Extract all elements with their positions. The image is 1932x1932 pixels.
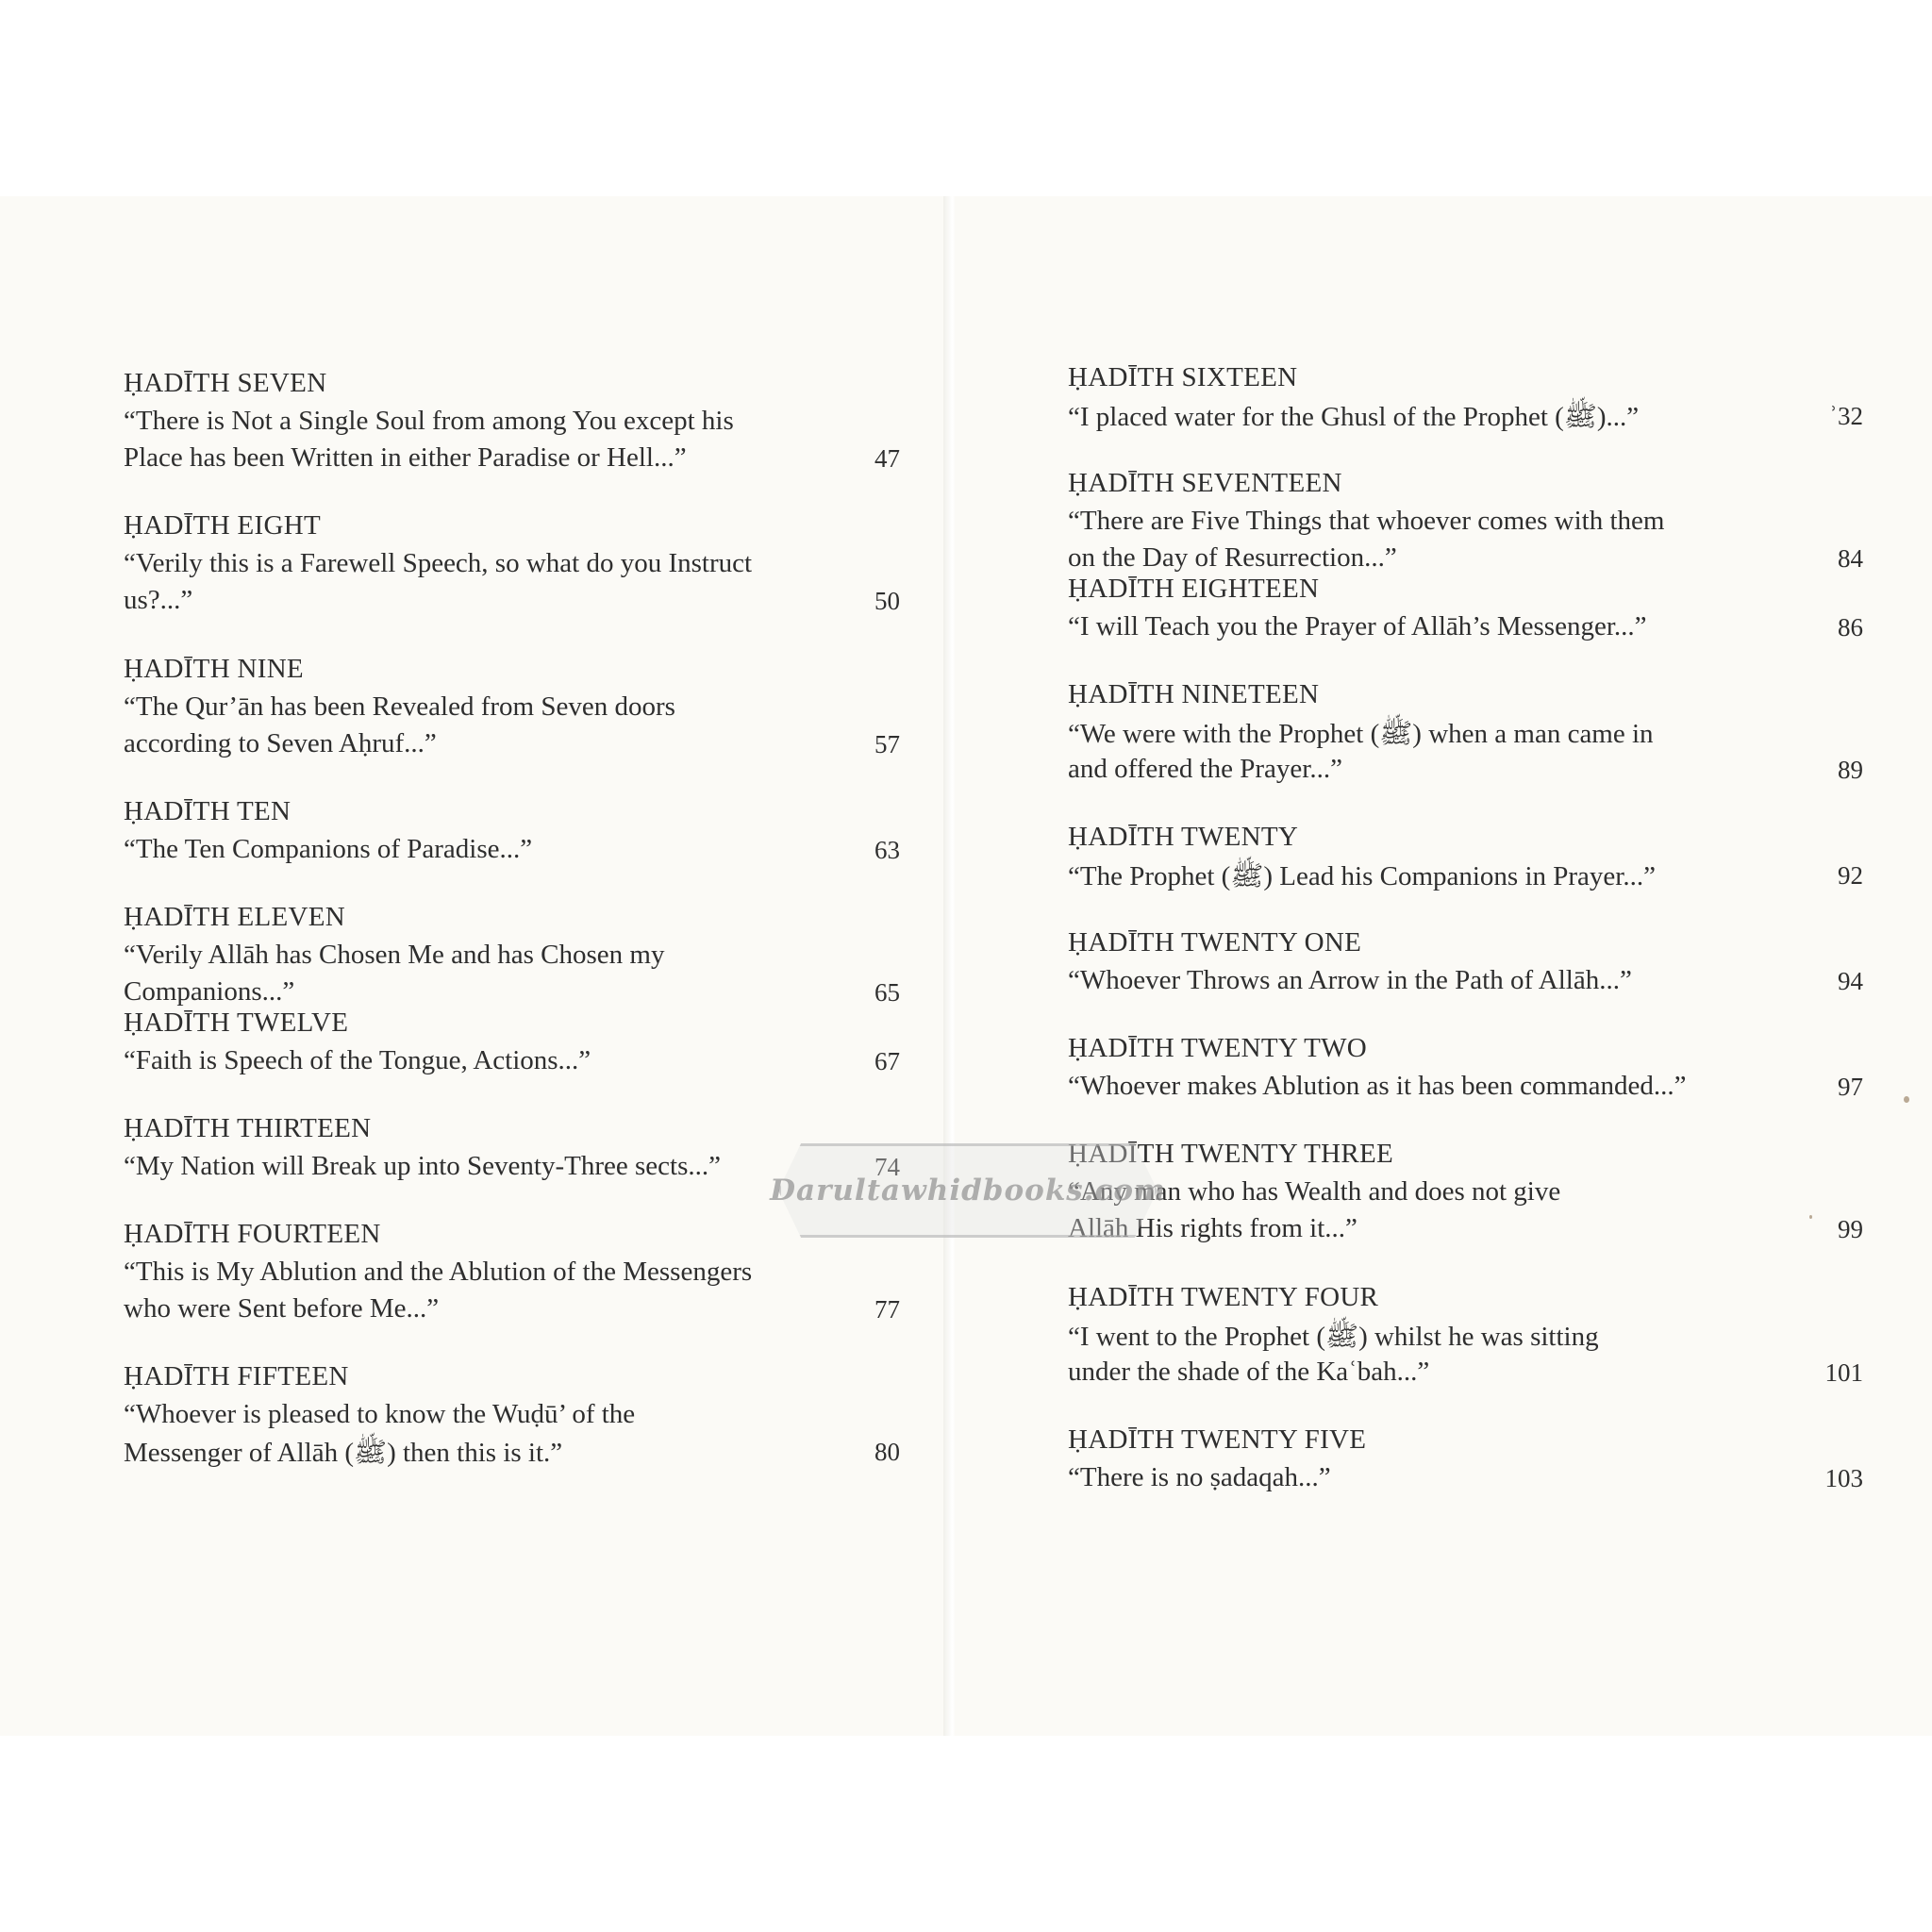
toc-entry-page-number: 67 (874, 1047, 900, 1075)
toc-entry-heading: ḤADĪTH EIGHT (124, 510, 321, 541)
toc-entry-page-number: 63 (874, 836, 900, 864)
toc-entry-heading: ḤADĪTH TWENTY TWO (1068, 1033, 1368, 1063)
toc-entry-page-number: 94 (1838, 967, 1863, 995)
toc-entry-title-line: “There is Not a Single Soul from among You except his (124, 406, 734, 436)
toc-entry-title-line: according to Seven Aḥruf...” (124, 728, 437, 758)
toc-entry-heading: ḤADĪTH ELEVEN (124, 902, 346, 932)
watermark (770, 1143, 1166, 1238)
toc-entry-page-number: 77 (874, 1295, 900, 1324)
toc-entry-title-line: “Whoever is pleased to know the Wuḍū’ of the (124, 1399, 636, 1429)
toc-entry-heading: ḤADĪTH TWENTY THREE (1068, 1139, 1394, 1169)
toc-entry-title-line: “Verily this is a Farewell Speech, so what do you Instruct (124, 548, 753, 578)
toc-entry-title-line: “Whoever Throws an Arrow in the Path of Allāh...” (1068, 965, 1632, 995)
right-page (955, 196, 1932, 1736)
toc-entry-page-number: 101 (1824, 1358, 1863, 1387)
toc-entry-page-number: 84 (1838, 544, 1863, 573)
watermark-text: Darultawhidbooks.com (770, 1174, 1166, 1208)
toc-entry-heading: ḤADĪTH TWENTY FIVE (1068, 1424, 1367, 1455)
toc-entry-title-line: under the shade of the Kaʿbah...” (1068, 1357, 1430, 1387)
toc-entry-page-number: 80 (874, 1438, 900, 1466)
toc-entry-title-line: Companions...” (124, 976, 295, 1007)
toc-entry-title-line: who were Sent before Me...” (124, 1293, 440, 1324)
toc-entry-title-line: Place has been Written in either Paradise or Hell...” (124, 442, 687, 473)
toc-entry-page-number: 92 (1838, 861, 1863, 890)
toc-entry-title-line: “Faith is Speech of the Tongue, Actions...” (124, 1045, 591, 1075)
toc-entry-heading: ḤADĪTH TEN (124, 796, 291, 826)
toc-entry-page-number: 65 (874, 978, 900, 1007)
toc-entry-title-line: “My Nation will Break up into Seventy-Three sects...” (124, 1151, 722, 1181)
right-toc (955, 196, 1932, 1736)
toc-entry-page-number: 89 (1838, 756, 1863, 784)
toc-entry-title-line: “Any man who has Wealth and does not give (1068, 1176, 1561, 1207)
toc-entry-title-line: “I placed water for the Ghusl of the Prophet (ﷺ)...” (1068, 402, 1640, 432)
toc-entry-page-number: 50 (874, 587, 900, 615)
toc-entry-title-line: us?...” (124, 585, 193, 615)
toc-entry-page-number: 99 (1838, 1215, 1863, 1243)
toc-entry-title-line: “We were with the Prophet (ﷺ) when a man came in (1068, 719, 1654, 749)
paper-speck (1904, 1096, 1909, 1103)
toc-entry-heading: ḤADĪTH SEVEN (124, 368, 327, 398)
toc-entry-heading: ḤADĪTH FIFTEEN (124, 1361, 349, 1391)
toc-entry-title-line: on the Day of Resurrection...” (1068, 542, 1397, 573)
toc-entry-page-number: 57 (874, 730, 900, 758)
toc-entry-title-line: “The Ten Companions of Paradise...” (124, 834, 533, 864)
toc-entry-page-number: 103 (1824, 1464, 1863, 1492)
toc-entry-page-number: 74 (874, 1153, 900, 1181)
toc-entry-heading: ḤADĪTH NINETEEN (1068, 679, 1320, 709)
toc-entry-title-line: “There is no ṣadaqah...” (1068, 1462, 1331, 1492)
toc-entry-page-number: 86 (1838, 613, 1863, 641)
toc-entry-title-line: “There are Five Things that whoever comes with them (1068, 506, 1665, 536)
toc-entry-heading: ḤADĪTH SIXTEEN (1068, 362, 1298, 392)
toc-entry-title-line: “This is My Ablution and the Ablution of the Messengers (124, 1257, 753, 1287)
toc-entry-heading: ḤADĪTH THIRTEEN (124, 1113, 372, 1143)
toc-entry-heading: ḤADĪTH NINE (124, 654, 304, 684)
toc-entry-heading: ḤADĪTH TWENTY (1068, 822, 1299, 852)
toc-entry-title-line: Messenger of Allāh (ﷺ) then this is it.” (124, 1438, 563, 1468)
toc-entry-heading: ḤADĪTH FOURTEEN (124, 1219, 381, 1249)
toc-entry-heading: ḤADĪTH EIGHTEEN (1068, 574, 1320, 604)
toc-entry-heading: ḤADĪTH TWENTY FOUR (1068, 1282, 1379, 1312)
toc-entry-title-line: “I will Teach you the Prayer of Allāh’s Messenger...” (1068, 611, 1647, 641)
toc-entry-page-number: ʾ32 (1829, 402, 1863, 430)
toc-entry-page-number: 47 (874, 444, 900, 473)
toc-entry-heading: ḤADĪTH TWENTY ONE (1068, 927, 1362, 958)
toc-entry-heading: ḤADĪTH TWELVE (124, 1008, 349, 1038)
toc-entry-title-line: and offered the Prayer...” (1068, 754, 1342, 784)
toc-entry-title-line: “Whoever makes Ablution as it has been commanded...” (1068, 1071, 1687, 1101)
toc-entry-title-line: “Verily Allāh has Chosen Me and has Chosen my (124, 940, 665, 970)
toc-entry-title-line: “The Qur’ān has been Revealed from Seven doors (124, 691, 675, 722)
toc-entry-page-number: 97 (1838, 1073, 1863, 1101)
book-spread (0, 196, 1932, 1736)
left-page (0, 196, 947, 1736)
toc-entry-title-line: Allāh His rights from it...” (1068, 1213, 1357, 1243)
left-toc (0, 196, 947, 1736)
paper-speck (1809, 1215, 1812, 1219)
toc-entry-heading: ḤADĪTH SEVENTEEN (1068, 468, 1342, 498)
toc-entry-title-line: “The Prophet (ﷺ) Lead his Companions in Prayer...” (1068, 861, 1656, 891)
toc-entry-title-line: “I went to the Prophet (ﷺ) whilst he was sitting (1068, 1322, 1599, 1352)
